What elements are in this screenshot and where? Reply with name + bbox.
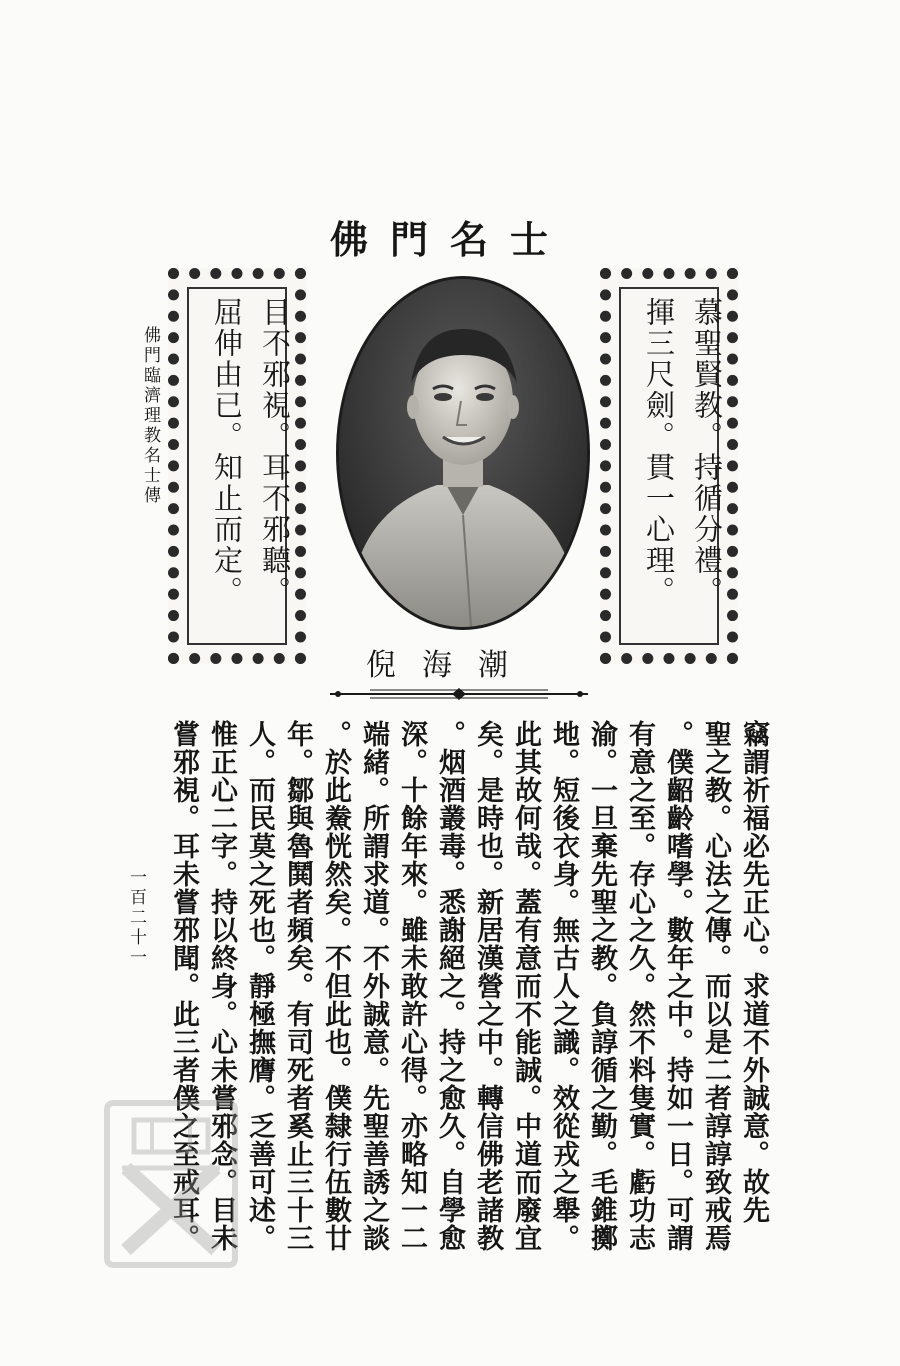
ornamental-divider xyxy=(330,686,588,702)
body-column-9: 。烟酒叢毒。悉謝絕之。持之愈久。自學愈 xyxy=(434,720,465,1252)
body-column-13: 年。鄒與魯鬨者頻矣。有司死者奚止三十三 xyxy=(282,720,313,1252)
body-column-12: 。於此鮝恍然矣。不但此也。僕隸行伍數廿 xyxy=(320,720,351,1252)
body-column-3: 。僕齠齡嗜學。數年之中。持如一日。可謂 xyxy=(662,720,693,1252)
portrait-photo xyxy=(336,276,590,630)
portrait-caption: 倪海潮 xyxy=(366,648,534,683)
body-column-11: 端緒。所謂求道。不外誠意。先聖善誘之談 xyxy=(358,720,389,1252)
archive-seal-icon xyxy=(104,1100,238,1268)
page-number: 一百二十一 xyxy=(126,868,146,968)
body-column-6: 地。短後衣身。無古人之識。效從戎之舉。 xyxy=(548,720,579,1252)
verse-right-column-2: 揮三尺劍。貫一心理。 xyxy=(642,297,676,607)
body-column-8: 矣。是時也。新居漢營之中。轉信佛老諸教 xyxy=(472,720,503,1252)
verse-right-column-1: 慕聖賢教。持循分禮。 xyxy=(690,297,724,607)
body-column-15: 惟正心二字。持以終身。心未嘗邪念。目未 xyxy=(206,720,237,1252)
body-column-4: 有意之至。存心之久。然不料隻實。虧功志 xyxy=(624,720,655,1252)
body-column-5: 渝。一旦棄先聖之教。負諄循之勤。毛錐擲 xyxy=(586,720,617,1252)
body-column-16: 嘗邪視。耳未嘗邪聞。此三者僕之至戒耳。 xyxy=(168,720,199,1252)
body-column-1: 竊謂祈福必先正心。求道不外誠意。故先 xyxy=(738,720,769,1224)
running-title: 佛門臨濟理教名士傳 xyxy=(140,326,160,506)
right-verse-panel xyxy=(600,268,738,664)
page-title: 佛門名士 xyxy=(329,217,570,262)
verse-left-column-2: 屈伸由已。知止而定。 xyxy=(210,297,244,607)
portrait-figure-icon xyxy=(339,279,587,627)
body-column-10: 深。十餘年來。雖未敢許心得。亦略知一二 xyxy=(396,720,427,1252)
left-verse-panel xyxy=(168,268,306,664)
body-column-7: 此其故何哉。蓋有意而不能誠。中道而廢宜 xyxy=(510,720,541,1252)
body-column-2: 聖之教。心法之傳。而以是二者諄諄致戒焉 xyxy=(700,720,731,1252)
body-column-14: 人。而民莫之死也。靜極撫膺。乏善可述。 xyxy=(244,720,275,1252)
verse-left-column-1: 目不邪視。耳不邪聽。 xyxy=(258,297,292,607)
